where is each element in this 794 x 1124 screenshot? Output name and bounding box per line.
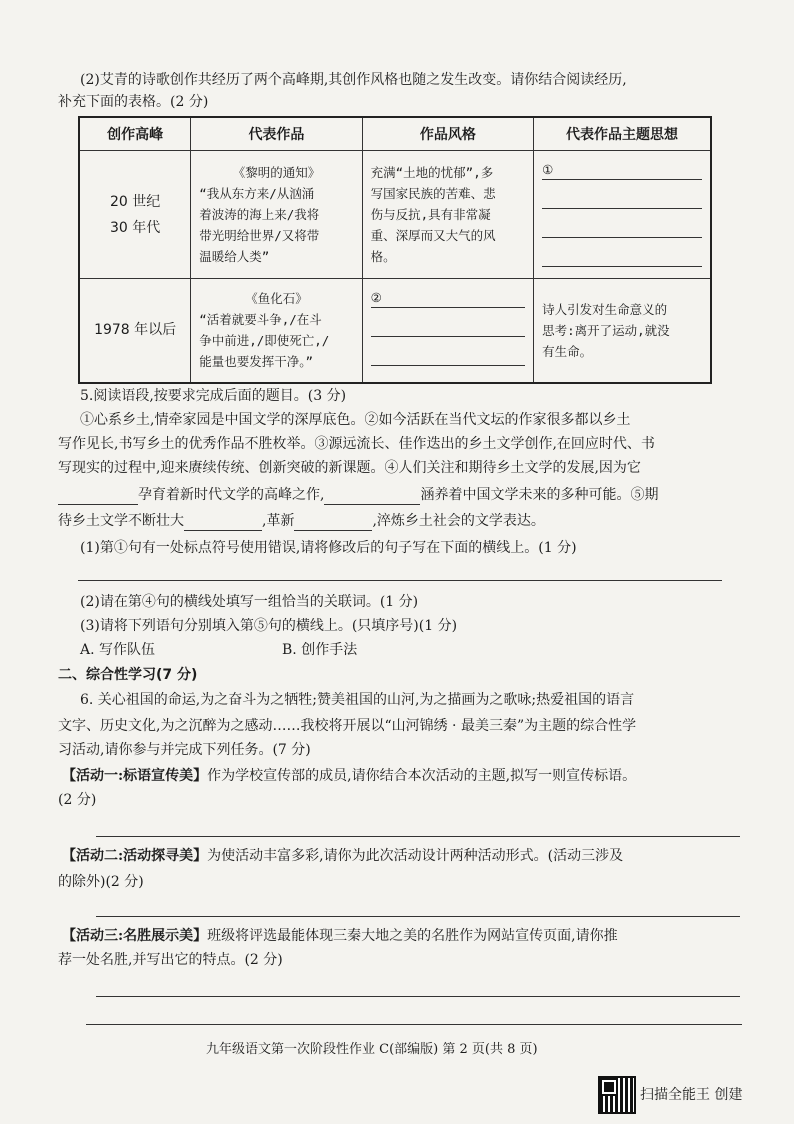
activity3-label: 【活动三:名胜展示美】 (62, 928, 208, 944)
theme-marker-1: ① (542, 162, 554, 177)
row1-period-line2: 30 年代 (109, 219, 161, 236)
row2-theme-line: 思考:离开了运动,就没 (542, 322, 670, 338)
q6-line3: 习活动,请你参与并完成下列任务。(7 分) (58, 742, 311, 758)
style-marker-2: ② (370, 290, 382, 305)
blank-5b[interactable] (294, 510, 372, 531)
row2-work-title: 《鱼化石》 (245, 291, 308, 307)
q5-sub3: (3)请将下列语句分别填入第⑤句的横线上。(只填序号)(1 分) (80, 618, 458, 634)
q5-option-a: A. 写作队伍 (80, 642, 156, 658)
q5-sub1: (1)第①句有一处标点符号使用错误,请将修改后的句子写在下面的横线上。(1 分) (80, 540, 577, 556)
q5-para-line4 (58, 484, 658, 505)
q2-prompt-line2: 补充下面的表格。(2 分) (58, 94, 209, 110)
q5-para-line3: 写现实的过程中,迎来赓续传统、创新突破的新课题。④人们关注和期待乡土文学的发展,因为它 (58, 460, 641, 476)
q5-para-line4-a: 孕育着新时代文学的高峰之作, (138, 487, 325, 503)
activity2-cont: 的除外)(2 分) (58, 874, 144, 890)
table-row (79, 151, 711, 279)
answer-line-sub1[interactable] (78, 580, 722, 581)
q6-line2: 文字、历史文化,为之沉醉为之感动……我校将开展以“山河锦绣 · 最美三秦”为主题的综合性学 (58, 718, 637, 734)
q5-para-line2: 写作见长,书写乡土的优秀作品不胜枚举。③源远流长、佳作迭出的乡土文学创作,在回应时代、书 (58, 436, 655, 452)
header-style: 作品风格 (362, 117, 533, 151)
q6-line1: 6. 关心祖国的命运,为之奋斗为之牺牲;赞美祖国的山河,为之描画为之歌咏;热爱祖国的语言 (80, 692, 635, 708)
row1-style-line: 重、深厚而又大气的风 (370, 228, 496, 243)
table-row (79, 279, 711, 383)
row1-style (362, 151, 533, 279)
answer-line-activity2[interactable] (96, 916, 740, 917)
row2-period: 1978 年以后 (79, 279, 191, 383)
blank-4a[interactable] (58, 484, 138, 505)
row1-style-line: 写国家民族的苦难、悲 (370, 186, 496, 201)
row2-work (191, 279, 362, 383)
answer-line[interactable] (371, 316, 525, 337)
answer-line[interactable] (542, 159, 702, 180)
activity3-text: 班级将评选最能体现三秦大地之美的名胜作为网站宣传页面,请你推 (207, 928, 618, 944)
row1-theme-answer[interactable] (534, 151, 711, 279)
answer-line[interactable] (542, 188, 702, 209)
answer-line[interactable] (371, 287, 525, 308)
row2-work-line: 能量也要发挥干净。” (199, 354, 314, 370)
row1-style-line: 充满“土地的忧郁”,多 (370, 165, 494, 180)
q5-option-b: B. 创作手法 (282, 642, 358, 658)
q2-prompt-line1: (2)艾青的诗歌创作共经历了两个高峰期,其创作风格也随之发生改变。请你结合阅读经历, (80, 72, 627, 88)
row1-period (79, 151, 191, 279)
activity1 (62, 766, 636, 786)
answer-line[interactable] (542, 246, 702, 267)
row2-work-line: 争中前进,/即使死亡,/ (199, 333, 330, 349)
activity3-cont: 荐一处名胜,并写出它的特点。(2 分) (58, 952, 283, 968)
row1-work-title: 《黎明的通知》 (232, 165, 321, 180)
row1-period-line1: 20 世纪 (109, 193, 161, 210)
row2-theme-line: 诗人引发对生命意义的 (542, 301, 668, 317)
row1-work-line: “我从东方来/从汹涌 (199, 186, 315, 201)
footer-divider (86, 1024, 742, 1025)
answer-line[interactable] (542, 217, 702, 238)
row1-style-line: 伤与反抗,具有非常凝 (370, 207, 491, 222)
row1-work (191, 151, 362, 279)
blank-4b[interactable] (324, 484, 420, 505)
table-header-row (79, 117, 711, 151)
activity2-label: 【活动二:活动探寻美】 (62, 848, 208, 864)
poetry-table (78, 116, 712, 384)
row1-style-line: 格。 (370, 249, 396, 264)
q5-para-line5-c: ,淬炼乡土社会的文学表达。 (372, 513, 545, 529)
row2-theme-line: 有生命。 (542, 343, 593, 359)
header-theme: 代表作品主题思想 (534, 117, 711, 151)
blank-5a[interactable] (184, 510, 262, 531)
activity1-text: 作为学校宣传部的成员,请你结合本次活动的主题,拟写一则宣传标语。 (207, 768, 637, 784)
row2-style-answer[interactable] (362, 279, 533, 383)
footer-page-info: 九年级语文第一次阶段性作业 C(部编版) 第 2 页(共 8 页) (206, 1042, 538, 1057)
q5-para-line1: ①心系乡土,情牵家园是中国文学的深厚底色。②如今活跃在当代文坛的作家很多都以乡土 (80, 412, 631, 428)
section2-title: 二、综合性学习(7 分) (58, 667, 198, 683)
header-work: 代表作品 (191, 117, 362, 151)
row1-work-line: 温暖给人类” (199, 249, 270, 264)
activity2-text: 为使活动丰富多彩,请你为此次活动设计两种活动形式。(活动三涉及 (207, 848, 624, 864)
q5-title: 5.阅读语段,按要求完成后面的题目。(3 分) (80, 388, 347, 404)
q5-para-line4-b: 涵养着中国文学未来的多种可能。⑤期 (420, 487, 659, 503)
activity2 (62, 846, 623, 866)
q5-para-line5-b: ,革新 (262, 513, 295, 529)
answer-line[interactable] (371, 345, 525, 366)
row1-work-line: 带光明给世界/又将带 (199, 228, 320, 243)
answer-line-activity1[interactable] (96, 836, 740, 837)
header-period: 创作高峰 (79, 117, 191, 151)
activity1-label: 【活动一:标语宣传美】 (62, 768, 208, 784)
activity3 (62, 926, 618, 946)
row2-theme (534, 279, 711, 383)
row2-work-line: “活着就要斗争,/在斗 (199, 312, 322, 328)
answer-line-activity3[interactable] (96, 996, 740, 997)
q5-para-line5 (58, 510, 545, 531)
scanner-watermark: 扫描全能王 创建 (640, 1087, 743, 1103)
row1-work-line: 着波涛的海上来/我将 (199, 207, 320, 222)
q5-para-line5-a: 待乡土文学不断壮大 (58, 513, 184, 529)
activity1-cont: (2 分) (58, 792, 97, 808)
q5-sub2: (2)请在第④句的横线处填写一组恰当的关联词。(1 分) (80, 594, 419, 610)
qr-code-icon (598, 1076, 636, 1114)
